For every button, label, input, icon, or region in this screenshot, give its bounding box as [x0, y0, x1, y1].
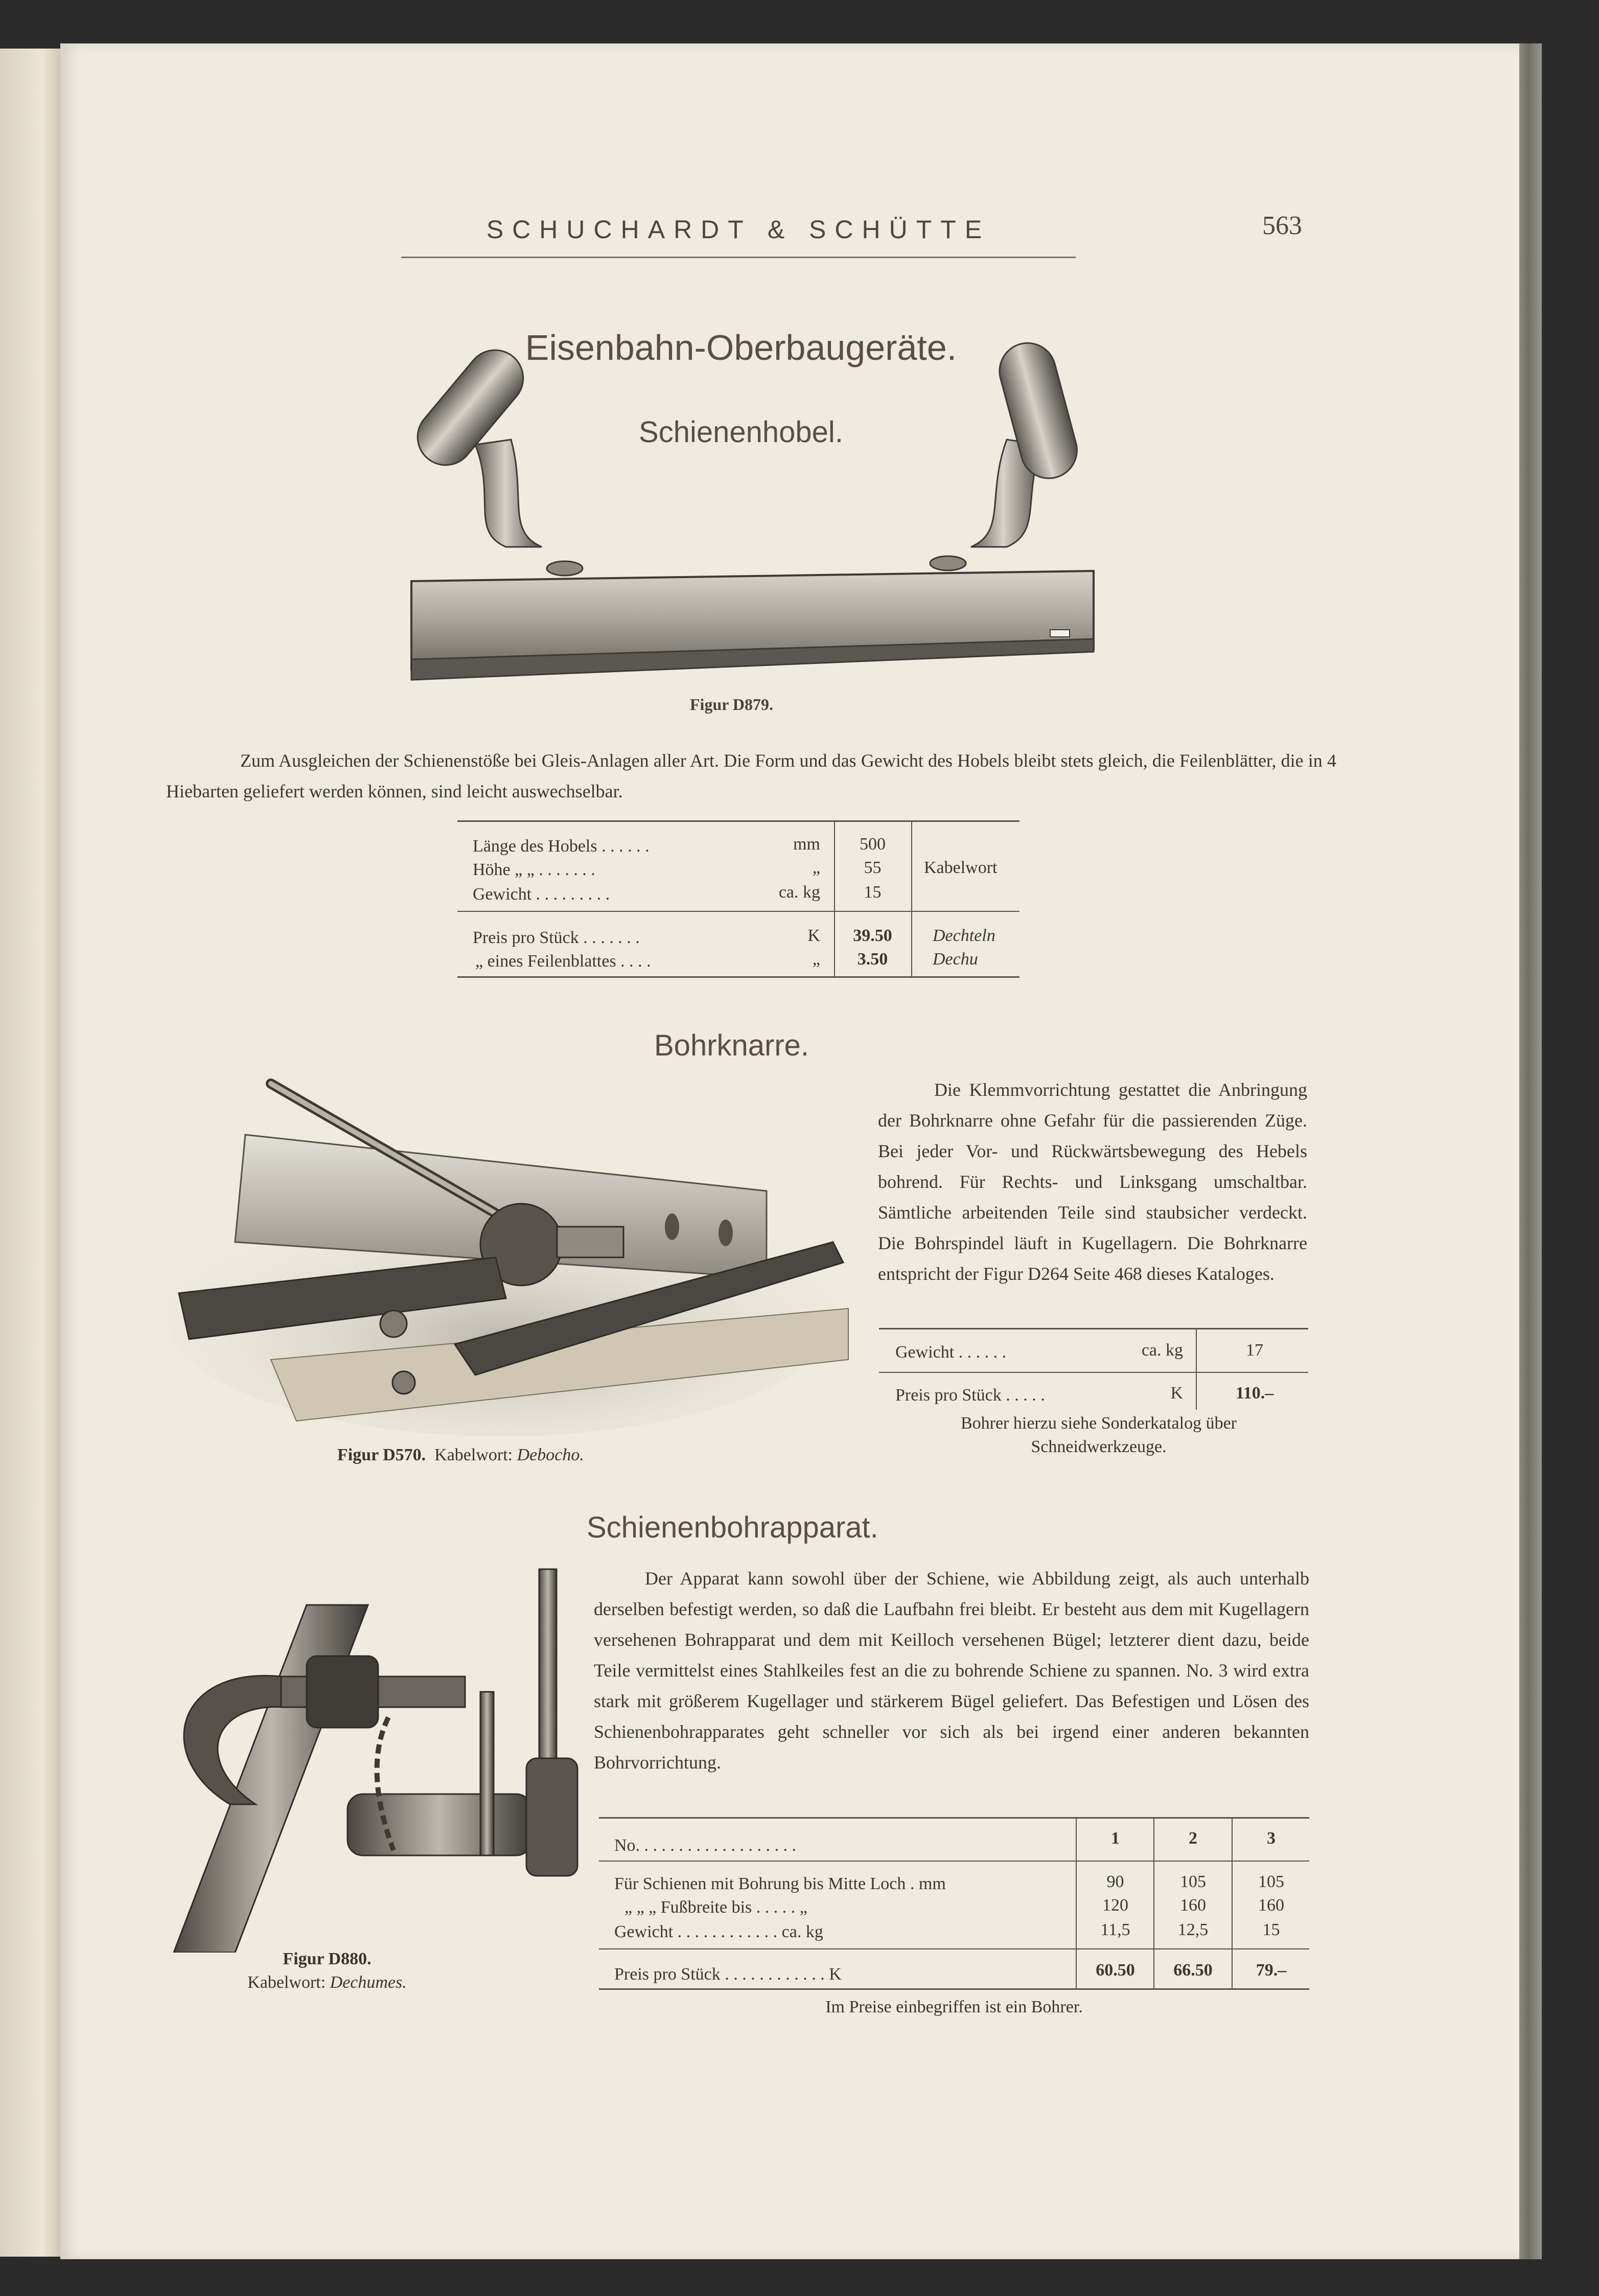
spec-value: 15 [864, 883, 882, 902]
price-label: Preis pro Stück . . . . . . . [473, 928, 640, 947]
apparatus-table-header-rule [599, 1861, 1309, 1862]
price-label: Preis pro Stück . . . . . . . . . . . . K [614, 1965, 842, 1984]
price-label: Preis pro Stück . . . . . [895, 1386, 1045, 1405]
weight-label: Gewicht . . . . . . [895, 1343, 1007, 1362]
spec-cell: 90 [1106, 1872, 1124, 1891]
weight-value: 17 [1246, 1341, 1263, 1360]
page-stack-edge [1519, 43, 1542, 2259]
facing-page-edge [0, 49, 60, 2257]
spec-unit: „ [812, 858, 820, 877]
spec-cell: 160 [1180, 1896, 1206, 1915]
apparatus-table-bottom-rule [599, 1988, 1309, 1990]
spec-row-label: Gewicht . . . . . . . . . . . . ca. kg [614, 1922, 823, 1941]
page-number: 563 [1262, 211, 1302, 240]
cable-word: Dechumes. [330, 1973, 407, 1992]
spec-unit: ca. kg [778, 883, 820, 902]
price-cell: 60.50 [1096, 1961, 1135, 1980]
drill-included-note: Im Preise einbegriffen ist ein Bohrer. [825, 1997, 1083, 2016]
spec-label: Länge des Hobels . . . . . . [473, 837, 650, 856]
apparatus-table-top-rule [599, 1817, 1309, 1819]
model-number-label: No. . . . . . . . . . . . . . . . . . . [614, 1836, 797, 1855]
spec-row-label: Für Schienen mit Bohrung bis Mitte Loch . mm [614, 1874, 946, 1893]
spec-value: 500 [860, 835, 886, 854]
rail-drilling-figure-caption [235, 1947, 419, 1994]
ratchet-table-divider [1196, 1329, 1197, 1410]
running-header: SCHUCHARDT & SCHÜTTE [486, 215, 991, 244]
figure-label: Figur D880. [283, 1949, 372, 1968]
rail-plane-table-bottom-rule [457, 976, 1019, 978]
spec-unit: mm [793, 835, 820, 854]
ratchet-drill-title: Bohrknarre. [654, 1029, 809, 1062]
price-cable-code: Dechteln [933, 926, 995, 945]
ratchet-table-mid-rule [879, 1372, 1308, 1373]
price-value: 110.– [1235, 1384, 1274, 1403]
price-label: „ eines Feilenblattes . . . . [475, 952, 651, 971]
ratchet-table-top-rule [879, 1328, 1308, 1329]
price-cell: 66.50 [1173, 1961, 1213, 1980]
section-title: Eisenbahn-Oberbaugeräte. [525, 328, 957, 368]
apparatus-table-divider [1153, 1818, 1154, 1988]
rail-plane-description: Zum Ausgleichen der Schienenstöße bei Gleis-Anlagen aller Art. Die Form und das Gewicht des Hobels bleibt stets gleich, die Feilenblätter, die in 4 Hiebarten geliefert werden können, sind leicht auswechselbar. [166, 750, 1336, 801]
price-value: 39.50 [853, 926, 892, 945]
spec-cell: 12,5 [1177, 1920, 1209, 1939]
spec-cell: 160 [1258, 1896, 1284, 1915]
spec-row-label: „ „ „ Fußbreite bis . . . . . „ [624, 1898, 807, 1917]
model-column-header: 2 [1189, 1829, 1197, 1848]
spec-value: 55 [864, 858, 882, 877]
rail-plane-table-mid-rule [457, 911, 1019, 912]
price-unit: K [1170, 1384, 1183, 1403]
ratchet-drill-description: Die Klemmvorrichtung gestattet die Anbringung der Bohrknarre ohne Gefahr für die passierenden Züge. Bei jeder Vor- und Rückwärtsbewegung des Hebels bohrend. Für Rechts- und Linksgang umschaltbar. Sämtliche arbeitenden Teile sind staubsicher verdeckt. Die Bohrspindel läuft in Kugellagern. Die Bohrknarre entspricht der Figur D264 Seite 468 dieses Kataloges. [878, 1080, 1307, 1284]
spec-cell: 105 [1258, 1872, 1284, 1891]
cable-word-label: Kabelwort [924, 858, 998, 877]
spec-cell: 11,5 [1100, 1920, 1130, 1939]
price-value: 3.50 [857, 950, 888, 969]
rail-plane-table-divider [834, 821, 835, 976]
drill-bit-note: Bohrer hierzu siehe Sonderkatalog über Schneidwerkzeuge. [960, 1414, 1237, 1456]
weight-unit: ca. kg [1141, 1341, 1183, 1360]
spec-cell: 15 [1262, 1920, 1280, 1939]
apparatus-table-divider [1076, 1818, 1077, 1988]
ratchet-drill-illustration [169, 1073, 864, 1441]
spec-label: Gewicht . . . . . . . . . [473, 885, 610, 904]
spec-cell: 105 [1180, 1872, 1206, 1891]
model-column-header: 1 [1111, 1829, 1120, 1848]
cable-word: Debocho. [517, 1445, 584, 1464]
rail-drilling-apparatus-illustration [153, 1564, 593, 1953]
rail-plane-table-top-rule [457, 820, 1019, 822]
ratchet-drill-figure-caption [337, 1445, 584, 1465]
spec-label: Höhe „ „ . . . . . . . [473, 860, 595, 879]
rail-plane-figure-caption: Figur D879. [690, 695, 773, 714]
price-cable-code: Dechu [933, 950, 978, 969]
apparatus-table-divider [1232, 1818, 1233, 1988]
price-unit: K [807, 926, 820, 945]
apparatus-table-price-rule [599, 1948, 1309, 1949]
cable-word-label: Kabelwort: [247, 1973, 326, 1992]
model-column-header: 3 [1267, 1829, 1276, 1848]
figure-label: Figur D570. [337, 1445, 426, 1464]
rail-plane-table-divider [911, 821, 912, 976]
rail-drilling-apparatus-title: Schienenbohrapparat. [587, 1511, 878, 1544]
price-cell: 79.– [1256, 1961, 1287, 1980]
cable-word-label: Kabelwort: [434, 1445, 513, 1464]
cable-word-line [235, 1971, 419, 1994]
price-unit: „ [812, 950, 820, 969]
rail-drilling-description: Der Apparat kann sowohl über der Schiene, wie Abbildung zeigt, als auch unterhalb derselben befestigt werden, so daß die Laufbahn frei bleibt. Er besteht aus dem mit Kugellagern versehenen Bohrapparat und dem mit Keilloch versehenen Bügel; letzterer dient dazu, beide Teile vermittelst eines Stahlkeiles fest an die zu bohrende Schiene zu spannen. No. 3 wird extra stark mit größerem Kugellager und stärkerem Bügel geliefert. Das Befestigen und Lösen des Schienenbohrapparates geht schneller vor sich als bei irgend einer anderen bekannten Bohrvorrichtung. [594, 1568, 1309, 1773]
header-rule [401, 257, 1076, 258]
spec-cell: 120 [1102, 1896, 1128, 1915]
rail-plane-title: Schienenhobel. [639, 416, 843, 449]
rail-plane-illustration [393, 332, 1124, 690]
